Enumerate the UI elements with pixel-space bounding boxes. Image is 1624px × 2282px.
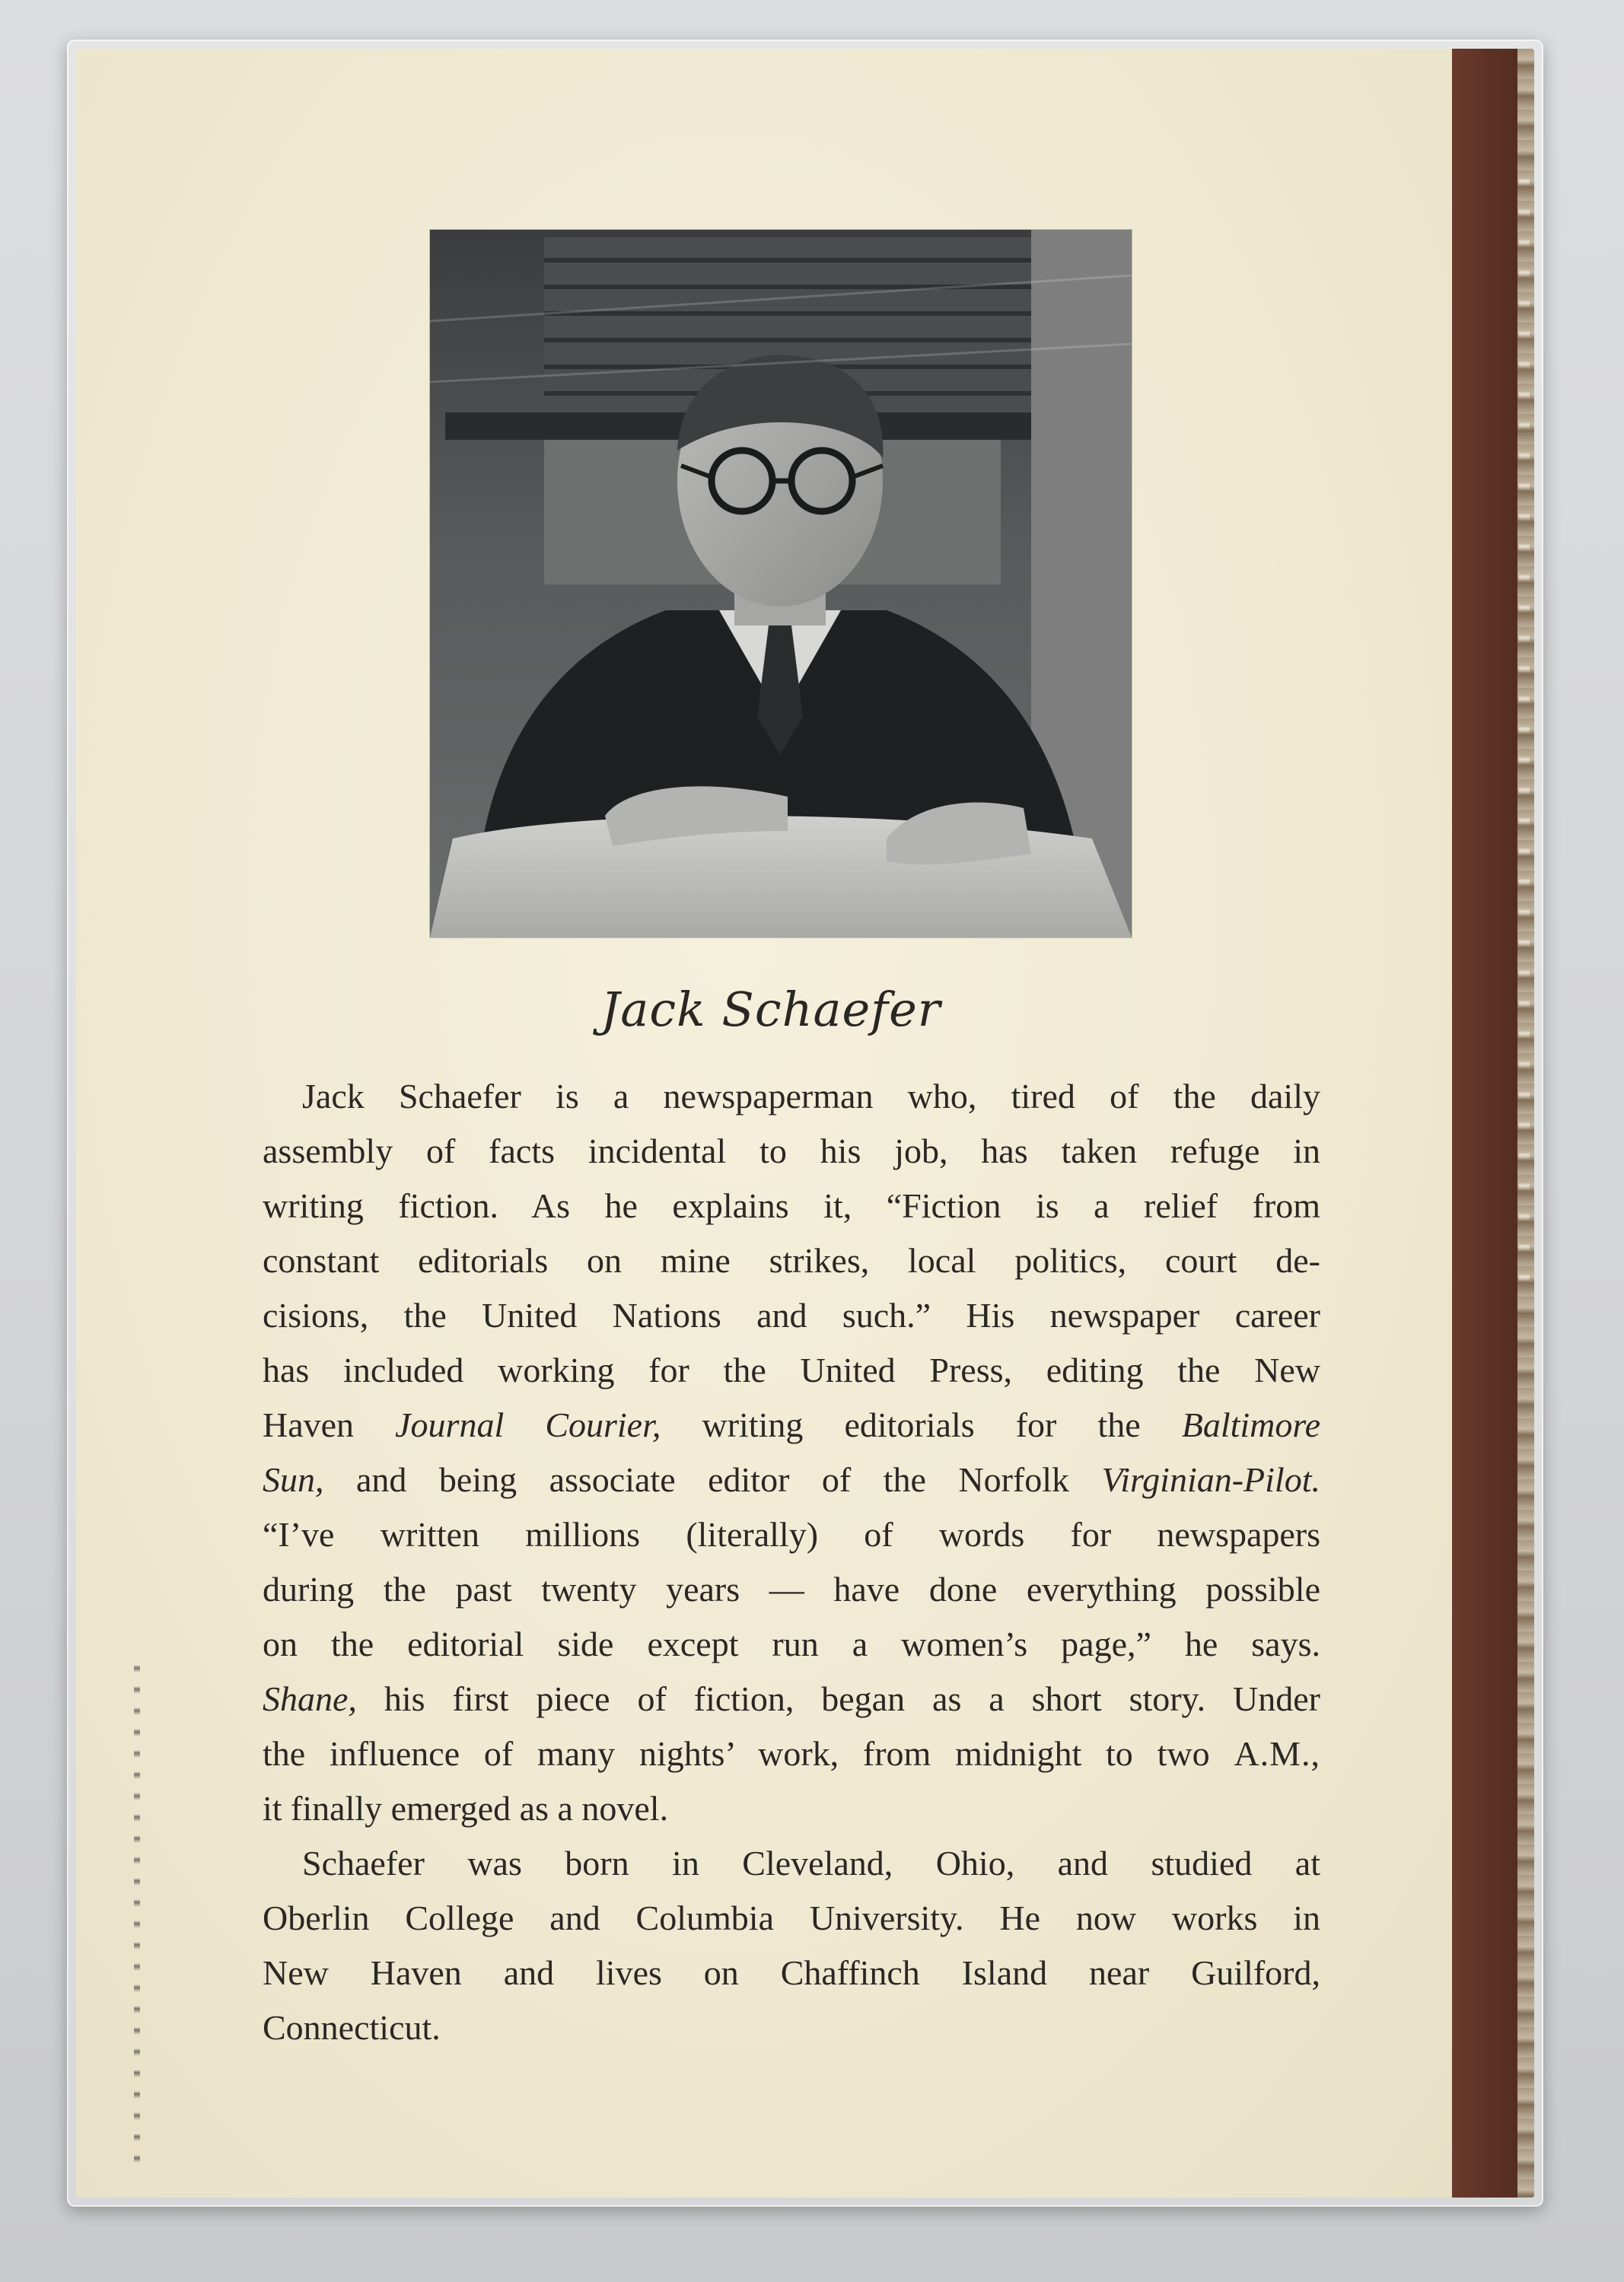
- bio-line: writing fiction. As he explains it, “Fiction is a relief from: [263, 1186, 1320, 1225]
- author-photo: [430, 230, 1132, 937]
- bio-line-mixed: [263, 1398, 1320, 1453]
- bio-line: has included working for the United Press, editing the New: [263, 1351, 1320, 1389]
- bio-line: “I’ve written millions (literally) of words for newspapers: [263, 1515, 1320, 1554]
- bio-italic-title: Shane,: [263, 1679, 357, 1718]
- bio-line: it finally emerged as a novel.: [263, 1789, 669, 1828]
- bio-line-mixed: [263, 1672, 1320, 1727]
- bio-line: New Haven and lives on Chaffinch Island near Guilford,: [263, 1953, 1320, 1992]
- bio-italic-title: Virginian-Pilot.: [1101, 1460, 1320, 1499]
- left-edge-wear: [134, 1651, 140, 2169]
- author-portrait-image: [430, 230, 1132, 937]
- bio-smallcaps: A.M.,: [1234, 1734, 1320, 1773]
- bio-text: writing editorials for the: [661, 1405, 1182, 1444]
- bio-text: Haven: [263, 1405, 396, 1444]
- bio-italic-title: Sun,: [263, 1460, 324, 1499]
- bio-line: constant editorials on mine strikes, local politics, court de-: [263, 1241, 1320, 1280]
- bio-line: Oberlin College and Columbia University. He now works in: [263, 1898, 1320, 1937]
- spine-chips: [1519, 155, 1530, 1297]
- bio-line: on the editorial side except run a women’s page,” he says.: [263, 1625, 1320, 1663]
- bio-italic-title: Baltimore: [1181, 1405, 1320, 1444]
- bio-line: during the past twenty years — have done everything possible: [263, 1570, 1320, 1609]
- bio-line: Jack Schaefer is a newspaperman who, tired of the daily: [302, 1077, 1320, 1116]
- bio-italic-title: Journal Courier,: [395, 1405, 661, 1444]
- author-bio: [263, 1069, 1320, 2055]
- bio-line: assembly of facts incidental to his job, has taken refuge in: [263, 1131, 1320, 1170]
- bio-line-mixed: [263, 1453, 1320, 1507]
- bio-line: Schaefer was born in Cleveland, Ohio, and studied at: [302, 1844, 1320, 1883]
- spine-strip: [1452, 49, 1534, 2198]
- bio-text: and being associate editor of the Norfolk: [323, 1460, 1102, 1499]
- author-name-caption: Jack Schaefer: [600, 982, 941, 1037]
- bio-text: his first piece of fiction, began as a short story. Under: [356, 1679, 1320, 1718]
- bio-line: cisions, the United Nations and such.” His newspaper career: [263, 1296, 1320, 1335]
- bio-line-mixed: [263, 1727, 1320, 1781]
- bio-line: Connecticut.: [263, 2008, 441, 2047]
- bio-text: the influence of many nights’ work, from midnight to two: [263, 1734, 1234, 1773]
